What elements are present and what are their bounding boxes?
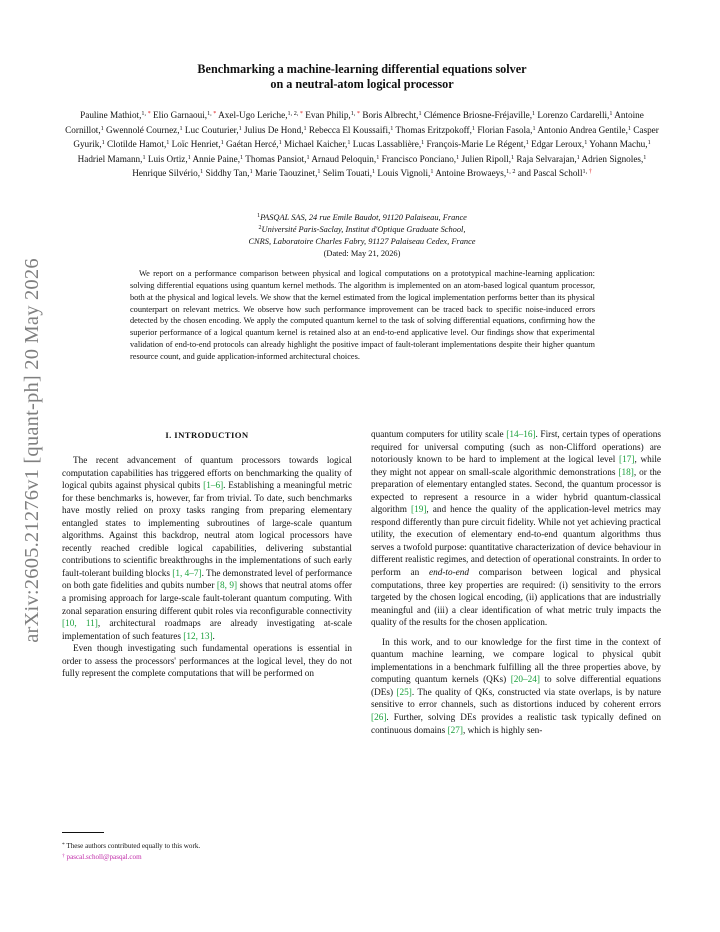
author-name: Yohann Machu, bbox=[589, 139, 648, 149]
body-text: . The quality of QKs, constructed via state overlaps, is by nature sensitive to error channels, such as distortions induced by coherent errors bbox=[371, 687, 662, 711]
author-affiliation-sup bbox=[288, 110, 303, 117]
author-name: Luc Couturier, bbox=[184, 124, 239, 135]
body-text: , and hence the quality of the application-level metrics may respond differently than pure circuit fidelity. While not yet achieving practical utility, the execution of elementary end-to-end quantum algorithms thus serves a twofold purpose: quantitative characterization of device behaviour in different realistic regimes, and detection of operational constraints. In order to perform an bbox=[371, 505, 661, 579]
body-text: . bbox=[212, 631, 215, 642]
body-text: . The demonstrated level of performance on both gate fidelities and qubits number bbox=[62, 568, 352, 592]
left-column bbox=[62, 430, 352, 681]
author-name: Thomas Eritzpokoff, bbox=[395, 124, 472, 135]
author-affiliation-number: 1 bbox=[647, 139, 651, 146]
author-name: Raja Selvarajan, bbox=[516, 153, 577, 164]
footnote-1-text: These authors contributed equally to this work. bbox=[64, 842, 201, 850]
author-name: Pascal Scholl bbox=[533, 168, 583, 178]
citation-link[interactable]: [26] bbox=[371, 713, 387, 724]
author-name: Antonio Andrea Gentile, bbox=[537, 124, 628, 135]
citation-link[interactable]: [17] bbox=[619, 455, 635, 466]
author-affiliation-number: 1 bbox=[317, 168, 321, 175]
paper-title bbox=[100, 62, 624, 92]
abstract-text: We report on a performance comparison between physical and logical computations on a prototypical machine-learning application: solving differential equations using quantum kernel methods. The algorithm is implemented on an atom-based logical quantum processor, both at the physical and logical levels. We show that the kernel estimated from the logical implementation performs better than its physical counterpart on relevant metrics. We observe how such performance improvement can be traced back to specific noise-induced errors detected by the chosen encoding. We apply the computed quantum kernel to the task of solving differential equations, confirming how the superior performance of a logical quantum kernel is retained also at an end-to-end applicative level. Our findings show that experimental validation of end-to-end protocols can already highlight the positive impact of fault-tolerant implementations despite their higher quantum resource count, and guide application-informed architectural choices. bbox=[130, 269, 595, 361]
body-text: , while they might not appear on small-scale algorithmic demonstrations bbox=[371, 455, 661, 478]
author-name: Antoine Cornillot, bbox=[65, 110, 644, 135]
author-name: Arnaud Peloquin, bbox=[311, 153, 377, 164]
author-affiliation-number: 1, 2 bbox=[506, 168, 516, 175]
affiliation-2-number: 2 bbox=[258, 225, 262, 231]
author-affiliation-number: 1 bbox=[511, 153, 515, 161]
affiliation-2-line-2: CNRS, Laboratoire Charles Fabry, 91127 Palaiseau Cedex, France bbox=[248, 237, 476, 246]
author-name: Siddhy Tan, bbox=[205, 168, 250, 178]
author-name: Axel-Ugo Leriche, bbox=[218, 110, 288, 120]
author-name: Julius De Hond, bbox=[244, 124, 304, 135]
citation-link[interactable]: [20–24] bbox=[510, 675, 540, 686]
author-name: Selim Touati, bbox=[322, 168, 373, 178]
author-affiliation-number: 1 bbox=[430, 168, 434, 175]
affiliation-1-text: PASQAL SAS, 24 rue Emile Baudot, 91120 Palaiseau, France bbox=[260, 213, 467, 222]
author-affiliation-number: 1, 2, bbox=[287, 110, 299, 117]
footnote-1-mark: * bbox=[62, 842, 65, 848]
body-text: , which is highly sen- bbox=[463, 725, 543, 736]
body-text: . Establishing a meaningful metric for these benchmarks is, however, far from trivial. To date, such benchmarks have mostly relied on proxy tasks ranging from preparing elementary entangled states to implementing subroutines of large-scale quantum algorithms. Against this backdrop, neutral atom logical processors have recently reached credible logical capabilities, delivering substantial contributions to scientific breakthroughs in the implementations of such early fault-tolerant building blocks bbox=[62, 481, 352, 579]
right-column bbox=[371, 429, 661, 737]
author-affiliation-number: 1, bbox=[207, 110, 212, 117]
author-name: Louis Vignoli, bbox=[377, 168, 431, 178]
author-name: Pauline Mathiot, bbox=[80, 110, 142, 120]
author-affiliation-number: 1 bbox=[303, 124, 307, 132]
author-separator: and bbox=[515, 168, 534, 178]
author-affiliation-sup bbox=[648, 139, 651, 146]
author-mark[interactable]: * bbox=[355, 110, 361, 117]
body-text: , architectural roadmaps are already investigating at-scale implementation of such features bbox=[62, 619, 352, 642]
author-affiliation-number: 1 bbox=[525, 139, 529, 146]
author-name: Elio Garnaoui, bbox=[152, 110, 208, 120]
author-affiliation-number: 1 bbox=[609, 110, 613, 117]
author-affiliation-number: 1 bbox=[532, 124, 536, 132]
footnote-2-mark: † bbox=[62, 853, 65, 859]
author-name: Rebecca El Koussaifi, bbox=[308, 124, 391, 135]
section-heading: I. INTRODUCTION bbox=[165, 430, 249, 440]
author-name: Marie Taouzinet, bbox=[254, 168, 318, 178]
body-text: comparison between logical and physical computations, three key properties are required: (i) sensitivity to the errors targeted by the chosen logical encoding, (ii) applications that are industrially meaningful and (iii) a clear identification of what metric truly impacts the quality of the results for the chosen application. bbox=[371, 568, 661, 629]
author-affiliation-number: 1 bbox=[372, 168, 376, 175]
author-affiliation-number: 1 bbox=[187, 153, 191, 161]
author-mark[interactable]: * bbox=[146, 110, 151, 117]
author-affiliation-number: 1 bbox=[249, 168, 253, 175]
author-affiliation-number: 1 bbox=[347, 139, 351, 146]
citation-link[interactable]: [19] bbox=[410, 505, 427, 516]
author-affiliation-number: 1 bbox=[390, 124, 394, 132]
author-name: Boris Albrecht, bbox=[362, 110, 419, 120]
arxiv-identifier-stamp bbox=[12, 240, 52, 660]
author-name: Thomas Pansiot, bbox=[245, 153, 307, 164]
citation-link[interactable]: [18] bbox=[618, 467, 634, 478]
author-affiliation-sup bbox=[643, 154, 646, 161]
author-name: Francisco Ponciano, bbox=[381, 153, 457, 164]
affiliation-2-line-1: Université Paris-Saclay, Institut d'Optique Graduate School, bbox=[261, 225, 466, 234]
author-affiliation-number: 1 bbox=[376, 153, 380, 161]
author-name: Clémence Briosne-Fréjaville, bbox=[423, 110, 533, 120]
author-affiliation-number: 1 bbox=[166, 139, 170, 146]
author-name: Edgar Leroux, bbox=[531, 139, 585, 149]
author-affiliation-number: 1, bbox=[582, 168, 588, 175]
intro-paragraph-2: Even though investigating such fundamental operations is essential in order to assess the processors' performances at the logical level, they do not fully represent the complete computations that will be performed on bbox=[62, 644, 352, 680]
author-affiliation-number: 1 bbox=[421, 139, 425, 146]
author-affiliation-number: 1 bbox=[584, 139, 588, 146]
author-affiliation-number: 1 bbox=[179, 124, 183, 132]
author-affiliation-number: 1 bbox=[220, 139, 224, 146]
body-text: The recent advancement of quantum processors towards logical computation capabilities has triggered efforts on benchmarking the quality of logical qubits against physical qubits bbox=[62, 456, 352, 492]
author-name: François-Marie Le Régent, bbox=[426, 139, 526, 149]
author-affiliation-number: 1 bbox=[456, 153, 460, 161]
author-name: Evan Philip, bbox=[305, 110, 351, 120]
affiliation-2 bbox=[100, 224, 624, 236]
author-name: Florian Fasola, bbox=[477, 124, 533, 135]
body-text: shows that neutral atoms offer a promising approach for large-scale fault-tolerant quantum computing. With zonal separation ensuring different qubit roles via reconfigurable connectivity bbox=[62, 581, 352, 617]
author-affiliation-sup bbox=[207, 110, 216, 117]
citation-link[interactable]: [27] bbox=[447, 725, 463, 736]
author-name: Antoine Browaeys, bbox=[435, 168, 507, 178]
emphasis-text: end-to-end bbox=[428, 568, 470, 579]
author-name: Lorenzo Cardarelli, bbox=[537, 110, 610, 120]
author-mark[interactable]: * bbox=[211, 110, 217, 117]
title-line-1: Benchmarking a machine-learning differential equations solver bbox=[197, 62, 527, 76]
citation-link[interactable]: [10, 11] bbox=[62, 619, 98, 630]
author-name: Lucas Lassablière, bbox=[352, 139, 422, 149]
author-affiliation-number: 1 bbox=[471, 124, 476, 132]
citation-link[interactable]: [1, 4–7] bbox=[172, 568, 202, 579]
author-affiliation-number: 1 bbox=[100, 124, 104, 132]
dated-line: (Dated: May 21, 2026) bbox=[323, 249, 401, 258]
author-affiliation-number: 1 bbox=[101, 139, 105, 146]
body-text: to solve differential equations (DEs) bbox=[371, 675, 661, 698]
footnote-equal-contribution bbox=[62, 841, 352, 852]
author-name: Henrique Silvério, bbox=[132, 168, 201, 178]
affiliation-1 bbox=[100, 212, 624, 224]
author-affiliation-number: 1 bbox=[306, 153, 310, 161]
author-name: Casper Gyurik, bbox=[73, 124, 659, 149]
author-affiliation-number: 1 bbox=[643, 153, 647, 161]
author-affiliation-number: 1, bbox=[141, 110, 147, 117]
body-text: quantum computers for utility scale bbox=[371, 430, 507, 440]
citation-link[interactable]: [1–6] bbox=[203, 481, 224, 492]
footnote-email bbox=[62, 852, 352, 863]
author-mark[interactable]: † bbox=[587, 168, 592, 175]
author-name: Hadriel Mamann, bbox=[77, 153, 143, 164]
author-name: Clotilde Hamot, bbox=[107, 139, 167, 149]
author-name: Gaétan Hercé, bbox=[226, 139, 279, 149]
affiliations bbox=[100, 212, 624, 260]
intro-paragraph-1 bbox=[62, 455, 352, 643]
footnotes bbox=[62, 841, 352, 863]
author-affiliation-number: 1, bbox=[350, 110, 356, 117]
body-text: , or the preparation of elementary entangled states. Second, the quantum processor is expected to represent a resource in a wider hybrid quantum-classical algorithm bbox=[371, 467, 661, 516]
author-affiliation-number: 1 bbox=[240, 153, 244, 161]
citation-link[interactable]: [14–16] bbox=[506, 430, 536, 440]
author-mark[interactable]: * bbox=[298, 110, 303, 117]
citation-link[interactable]: [8, 9] bbox=[216, 581, 238, 592]
author-affiliation-sup bbox=[351, 110, 360, 117]
body-text: . First, certain types of operations required for universal computing (such as non-Clifford operations) are notoriously known to be hard to implement at the logical level bbox=[371, 430, 661, 466]
arxiv-id-text: arXiv:2605.21276v1 [quant-ph] 20 May 2026 bbox=[20, 257, 43, 643]
body-text: . Further, solving DEs provides a realistic task typically defined on continuous domains bbox=[371, 713, 661, 736]
citation-link[interactable]: [12, 13] bbox=[183, 631, 213, 642]
author-name: Adrien Signoles, bbox=[581, 153, 644, 164]
right-paragraph-1 bbox=[371, 429, 661, 630]
citation-link[interactable]: [25] bbox=[396, 687, 412, 698]
author-name: Loïc Henriet, bbox=[171, 139, 221, 149]
author-affiliation-number: 1 bbox=[418, 110, 422, 117]
right-paragraph-2 bbox=[371, 637, 661, 737]
footnote-rule bbox=[62, 832, 104, 833]
abstract bbox=[130, 268, 595, 363]
author-name: Michael Kaicher, bbox=[283, 139, 348, 149]
author-affiliation-number: 1 bbox=[532, 110, 536, 117]
corresponding-email-link[interactable]: pascal.scholl@pasqal.com bbox=[66, 853, 142, 861]
author-affiliation-number: 1 bbox=[576, 153, 580, 161]
author-affiliation-sup bbox=[141, 110, 150, 117]
author-name: Julien Ripoll, bbox=[461, 153, 512, 164]
author-list bbox=[62, 108, 662, 181]
author-affiliation-sup bbox=[583, 168, 592, 175]
author-affiliation-number: 1 bbox=[238, 124, 242, 132]
affiliation-1-number: 1 bbox=[257, 213, 261, 219]
author-name: Annie Paine, bbox=[192, 153, 240, 164]
author-affiliation-number: 1 bbox=[142, 153, 146, 161]
body-text: In this work, and to our knowledge for the first time in the context of quantum machine learning, we compare logical to physical qubit implementations in a benchmark fulfilling all the three properties above, by computing quantum kernels (QKs) bbox=[371, 637, 661, 686]
author-name: Gwennolé Cournez, bbox=[106, 124, 180, 135]
author-affiliation-number: 1 bbox=[627, 124, 631, 132]
author-affiliation-number: 1 bbox=[278, 139, 282, 146]
author-name: Luis Ortiz, bbox=[147, 153, 188, 164]
title-line-2: on a neutral-atom logical processor bbox=[270, 77, 454, 91]
author-affiliation-number: 1 bbox=[200, 168, 204, 175]
